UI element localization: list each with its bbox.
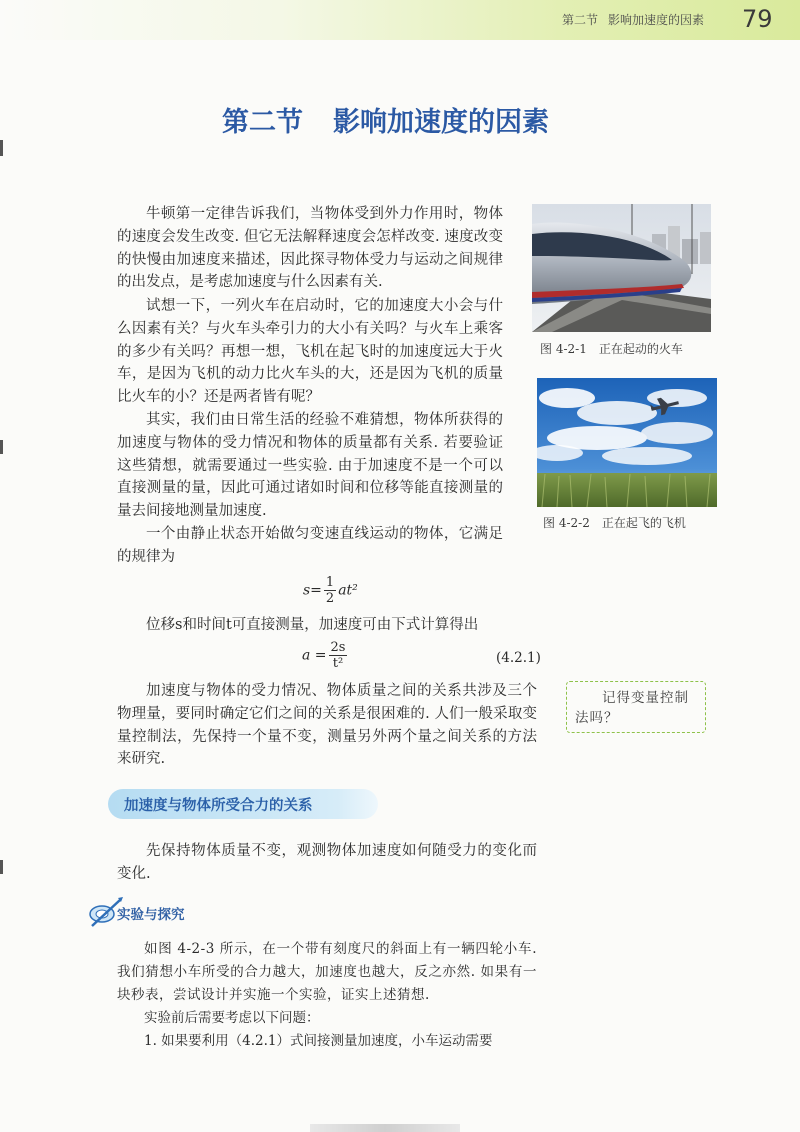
running-header-title: 影响加速度的因素 xyxy=(608,13,705,27)
plane-photo xyxy=(537,378,717,507)
paragraph: 试想一下，一列火车在启动时，它的加速度大小会与什么因素有关？与火车头牵引力的大小有关吗？与火车上乘客的多少有关吗？再想一想，飞机在起飞时的加速度远大于火车，是因为飞机的动力比火车头的大，还是因为飞机的质量比火车的小？还是两者皆有呢？ xyxy=(117,298,503,406)
spine-mark xyxy=(0,440,3,454)
paragraph: 1. 如果要利用（4.2.1）式间接测量加速度，小车运动需要 xyxy=(144,1033,493,1049)
subheading: 加速度与物体所受合力的关系 xyxy=(124,798,313,814)
plane-image xyxy=(537,378,717,507)
paragraph: 牛顿第一定律告诉我们，当物体受到外力作用时，物体的速度会发生改变. 但它无法解释速度会怎样改变. 速度改变的快慢由加速度来描述，因此探寻物体受力与运动之间规律的出发点，是考虑加速度与什么因素有关. xyxy=(117,206,503,291)
paragraph: 其实，我们由日常生活的经验不难猜想，物体所获得的加速度与物体的受力情况和物体的质量都有关系. 若要验证这些猜想，就需要通过一些实验. 由于加速度不是一个可以直接测量的量，因此可通过诸如时间和位移等能直接测量的量去间接地测量加速度. xyxy=(117,412,503,520)
section-title-number: 第二节 xyxy=(222,107,303,138)
paragraph: 一个由静止状态开始做匀变速直线运动的物体，它满足的规律为 xyxy=(117,526,503,565)
inquiry-label: 实验与探究 xyxy=(117,907,185,923)
paragraph: 先保持物体质量不变，观测物体加速度如何随受力的变化而变化. xyxy=(117,843,537,882)
section-title xyxy=(222,100,549,139)
spine-mark xyxy=(0,140,3,156)
paragraph: 实验前后需要考虑以下问题： xyxy=(144,1010,320,1026)
margin-tip-text: 记得变量控制法吗？ xyxy=(575,690,689,726)
page-number: 79 xyxy=(742,5,773,33)
paragraph: 如图 4-2-3 所示，在一个带有刻度尺的斜面上有一辆四轮小车. 我们猜想小车所受的合力越大，加速度也越大，反之亦然. 如果有一块秒表，尝试设计并实施一个实验，证实上述猜想. xyxy=(117,941,537,1003)
paragraph: 加速度与物体的受力情况、物体质量之间的关系共涉及三个物理量，要同时确定它们之间的关系是很困难的. 人们一般采取变量控制法，先保持一个量不变，测量另外两个量之间关系的方法来研究. xyxy=(117,683,537,768)
bottom-scan-bar xyxy=(310,1124,460,1132)
acceleration-formula: a = $\frac{2s}{\text{t²}}$ xyxy=(302,640,346,671)
paragraph: 位移s和时间t可直接测量，加速度可由下式计算得出 xyxy=(146,617,479,633)
train-photo xyxy=(532,204,711,332)
figure-caption-train: 图 4-2-1 正在起动的火车 xyxy=(540,342,683,356)
margin-tip-box xyxy=(566,681,706,733)
figure-caption-plane: 图 4-2-2 正在起飞的飞机 xyxy=(543,516,686,530)
section-title-text: 影响加速度的因素 xyxy=(333,107,549,138)
running-header-section: 第二节 xyxy=(562,13,599,27)
spine-mark xyxy=(0,860,3,874)
train-image xyxy=(532,204,711,332)
equation-number: (4.2.1) xyxy=(496,650,541,666)
displacement-formula: s= $\frac{1}{2}$ at² xyxy=(303,575,358,606)
running-header xyxy=(562,11,704,28)
